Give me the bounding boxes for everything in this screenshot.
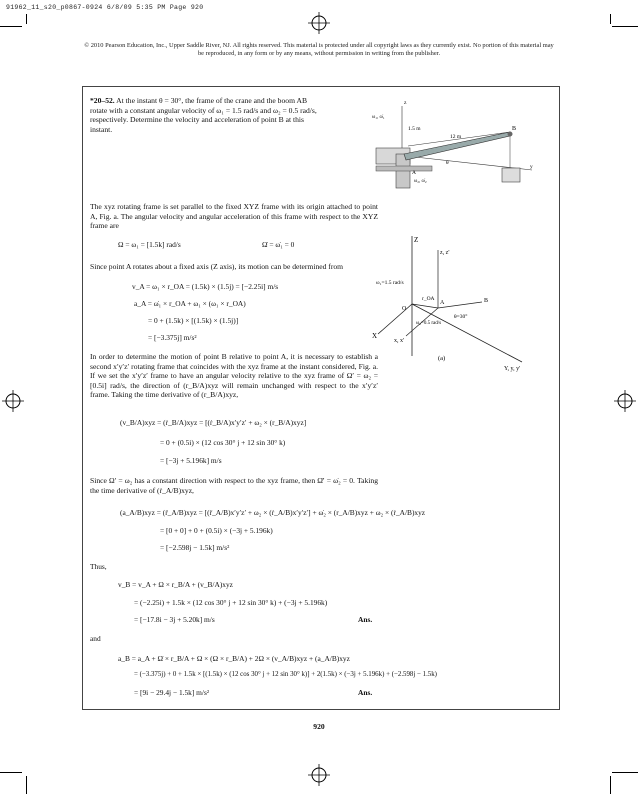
crop-mark — [0, 26, 22, 27]
fig1-label: y — [530, 164, 533, 170]
and-label: and — [90, 634, 101, 643]
crop-mark — [0, 772, 22, 773]
fig2-label: Y, y, y' — [504, 366, 521, 372]
equation: = [−2.598j − 1.5k] m/s² — [160, 543, 230, 552]
fig2-caption: (a) — [438, 355, 446, 362]
crane-figure — [372, 96, 538, 192]
fig2-label: O — [402, 306, 407, 312]
paragraph: In order to determine the motion of point B relative to point A, it is necessary to establish a second x′y′z′ rotating frame that coincides with the xyz frame at the instant considered, Fig. a. If we set the x′y′z′ frame to have an angular velocity relative to the xyz frame of Ω′ = ω₂ = [0.5i] rad/s, the direction of (r_B/A)xyz will remain unchanged with respect to the x′y′z′ frame. Taking the time derivative of (r_B/A)xyz, — [90, 352, 378, 400]
crop-mark — [26, 776, 27, 794]
answer-marker: Ans. — [358, 615, 373, 624]
copyright-notice: © 2010 Pearson Education, Inc., Upper Saddle River, NJ. All rights reserved. This material is protected under all copyright laws as they currently exist. No portion of this material may be reproduced, in any form or by any means, without permission in writing from the publisher. — [84, 42, 554, 58]
crop-mark — [612, 772, 638, 773]
problem-text: At the instant θ = 30°, the frame of the crane and the boom AB rotate with a constant angular velocity of ω₁ = 1.5 rad/s and ω₂ = 0.5 rad/s, respectively. Determine the velocity and acceleration of point B at this instant. — [90, 96, 317, 134]
equation: = [9i − 29.4j − 1.5k] m/s² — [134, 688, 210, 697]
fig2-label: r_OA — [422, 296, 435, 302]
equation: = 0 + (0.5i) × (12 cos 30° j + 12 sin 30° k) — [160, 438, 286, 447]
fig1-label: θ — [446, 160, 449, 166]
fig1-label: A — [412, 170, 416, 176]
problem-number: *20–52. — [90, 96, 115, 105]
registration-mark-icon — [614, 390, 636, 412]
equation: Ω̇ = ω̇₁ = 0 — [262, 240, 295, 249]
fig2-label: X — [372, 332, 378, 340]
equation: = (−3.375j) + 0 + 1.5k × [(1.5k) × (12 cos 30° j + 12 sin 30° k)] + 2(1.5k) × (−3j + 5.196k) + (−2.598j − 1.5k) — [134, 671, 437, 678]
equation: = [−3j + 5.196k] m/s — [160, 456, 222, 465]
equation: a_A = ω̇₁ × r_OA + ω₁ × (ω₁ × r_OA) — [134, 299, 246, 308]
registration-mark-icon — [308, 12, 330, 34]
crop-mark — [26, 14, 27, 24]
fig2-label: θ=30° — [454, 314, 468, 320]
equation: v_B = v_A + Ω × r_B/A + (v_B/A)xyz — [118, 580, 233, 589]
print-slug: 91962_11_s20_p0867-0924 6/8/09 5:35 PM Page 920 — [6, 4, 204, 11]
equation: a_B = a_A + Ω̇ × r_B/A + Ω × (Ω × r_B/A) + 2Ω × (v_A/B)xyz + (a_A/B)xyz — [118, 654, 350, 663]
paragraph: Since point A rotates about a fixed axis (Z axis), its motion can be determined from — [90, 262, 344, 271]
fig1-label: ω₁, ω̇₁ — [372, 115, 385, 120]
registration-mark-icon — [308, 764, 330, 786]
equation: (a_A/B)xyz = (r̈_A/B)xyz = [(r̈_A/B)x′y′z′ + ω₂ × (ṙ_A/B)x′y′z′] + ω̇₂ × (r_A/B)xyz + ω₂ × (ṙ_A/B)xyz — [120, 508, 426, 517]
fig2-label: A — [440, 300, 445, 306]
equation: = [−17.8i − 3j + 5.20k] m/s — [134, 615, 215, 624]
fig2-label: z, z' — [440, 250, 450, 256]
equation: = [0 + 0] + 0 + (0.5i) × (−3j + 5.196k) — [160, 526, 273, 535]
fig1-label: ω₂, ω̇₂ — [414, 179, 427, 184]
fig1-label: B — [512, 126, 517, 132]
fig1-label: 1.5 m — [408, 126, 421, 132]
page-number: 920 — [313, 722, 325, 731]
crop-mark — [612, 26, 638, 27]
fig2-label: Z — [414, 236, 419, 244]
thus-label: Thus, — [90, 562, 107, 571]
fig2-label: x, x' — [394, 338, 405, 344]
equation: = 0 + (1.5k) × [(1.5k) × (1.5j)] — [148, 316, 239, 325]
paragraph: Since Ω′ = ω₂ has a constant direction with respect to the xyz frame, then Ω̇′ = ω̇₂ = 0. Taking the time derivative of (ṙ_A/B)xyz, — [90, 476, 378, 495]
crop-mark — [610, 776, 611, 794]
crop-mark — [610, 14, 611, 24]
equation: v_A = ω₁ × r_OA = (1.5k) × (1.5j) = [−2.25i] m/s — [132, 282, 279, 291]
problem-statement — [90, 96, 320, 134]
paragraph: The xyz rotating frame is set parallel to the fixed XYZ frame with its origin attached to point A, Fig. a. The angular velocity and angular acceleration of this frame with respect to the XYZ frame are — [90, 202, 378, 231]
equation: = (−2.25i) + 1.5k × (12 cos 30° j + 12 sin 30° k) + (−3j + 5.196k) — [134, 598, 328, 607]
fig1-label: z — [404, 100, 407, 106]
equation: = [−3.375j] m/s² — [148, 333, 197, 342]
registration-mark-icon — [2, 390, 24, 412]
equation: Ω = ω₁ = [1.5k] rad/s — [118, 240, 181, 249]
fig2-label: B — [484, 298, 489, 304]
fig2-label: ω₂=0.5 rad/s — [416, 321, 442, 326]
equation: (v_B/A)xyz = (ṙ_B/A)xyz = [(ṙ_B/A)x′y′z′ + ω₂ × (r_B/A)xyz] — [120, 418, 307, 427]
fig1-label: 12 m — [450, 134, 462, 140]
fig2-label: ω₁=1.5 rad/s — [376, 280, 404, 286]
frame-figure-a — [372, 232, 538, 372]
answer-marker: Ans. — [358, 688, 373, 697]
